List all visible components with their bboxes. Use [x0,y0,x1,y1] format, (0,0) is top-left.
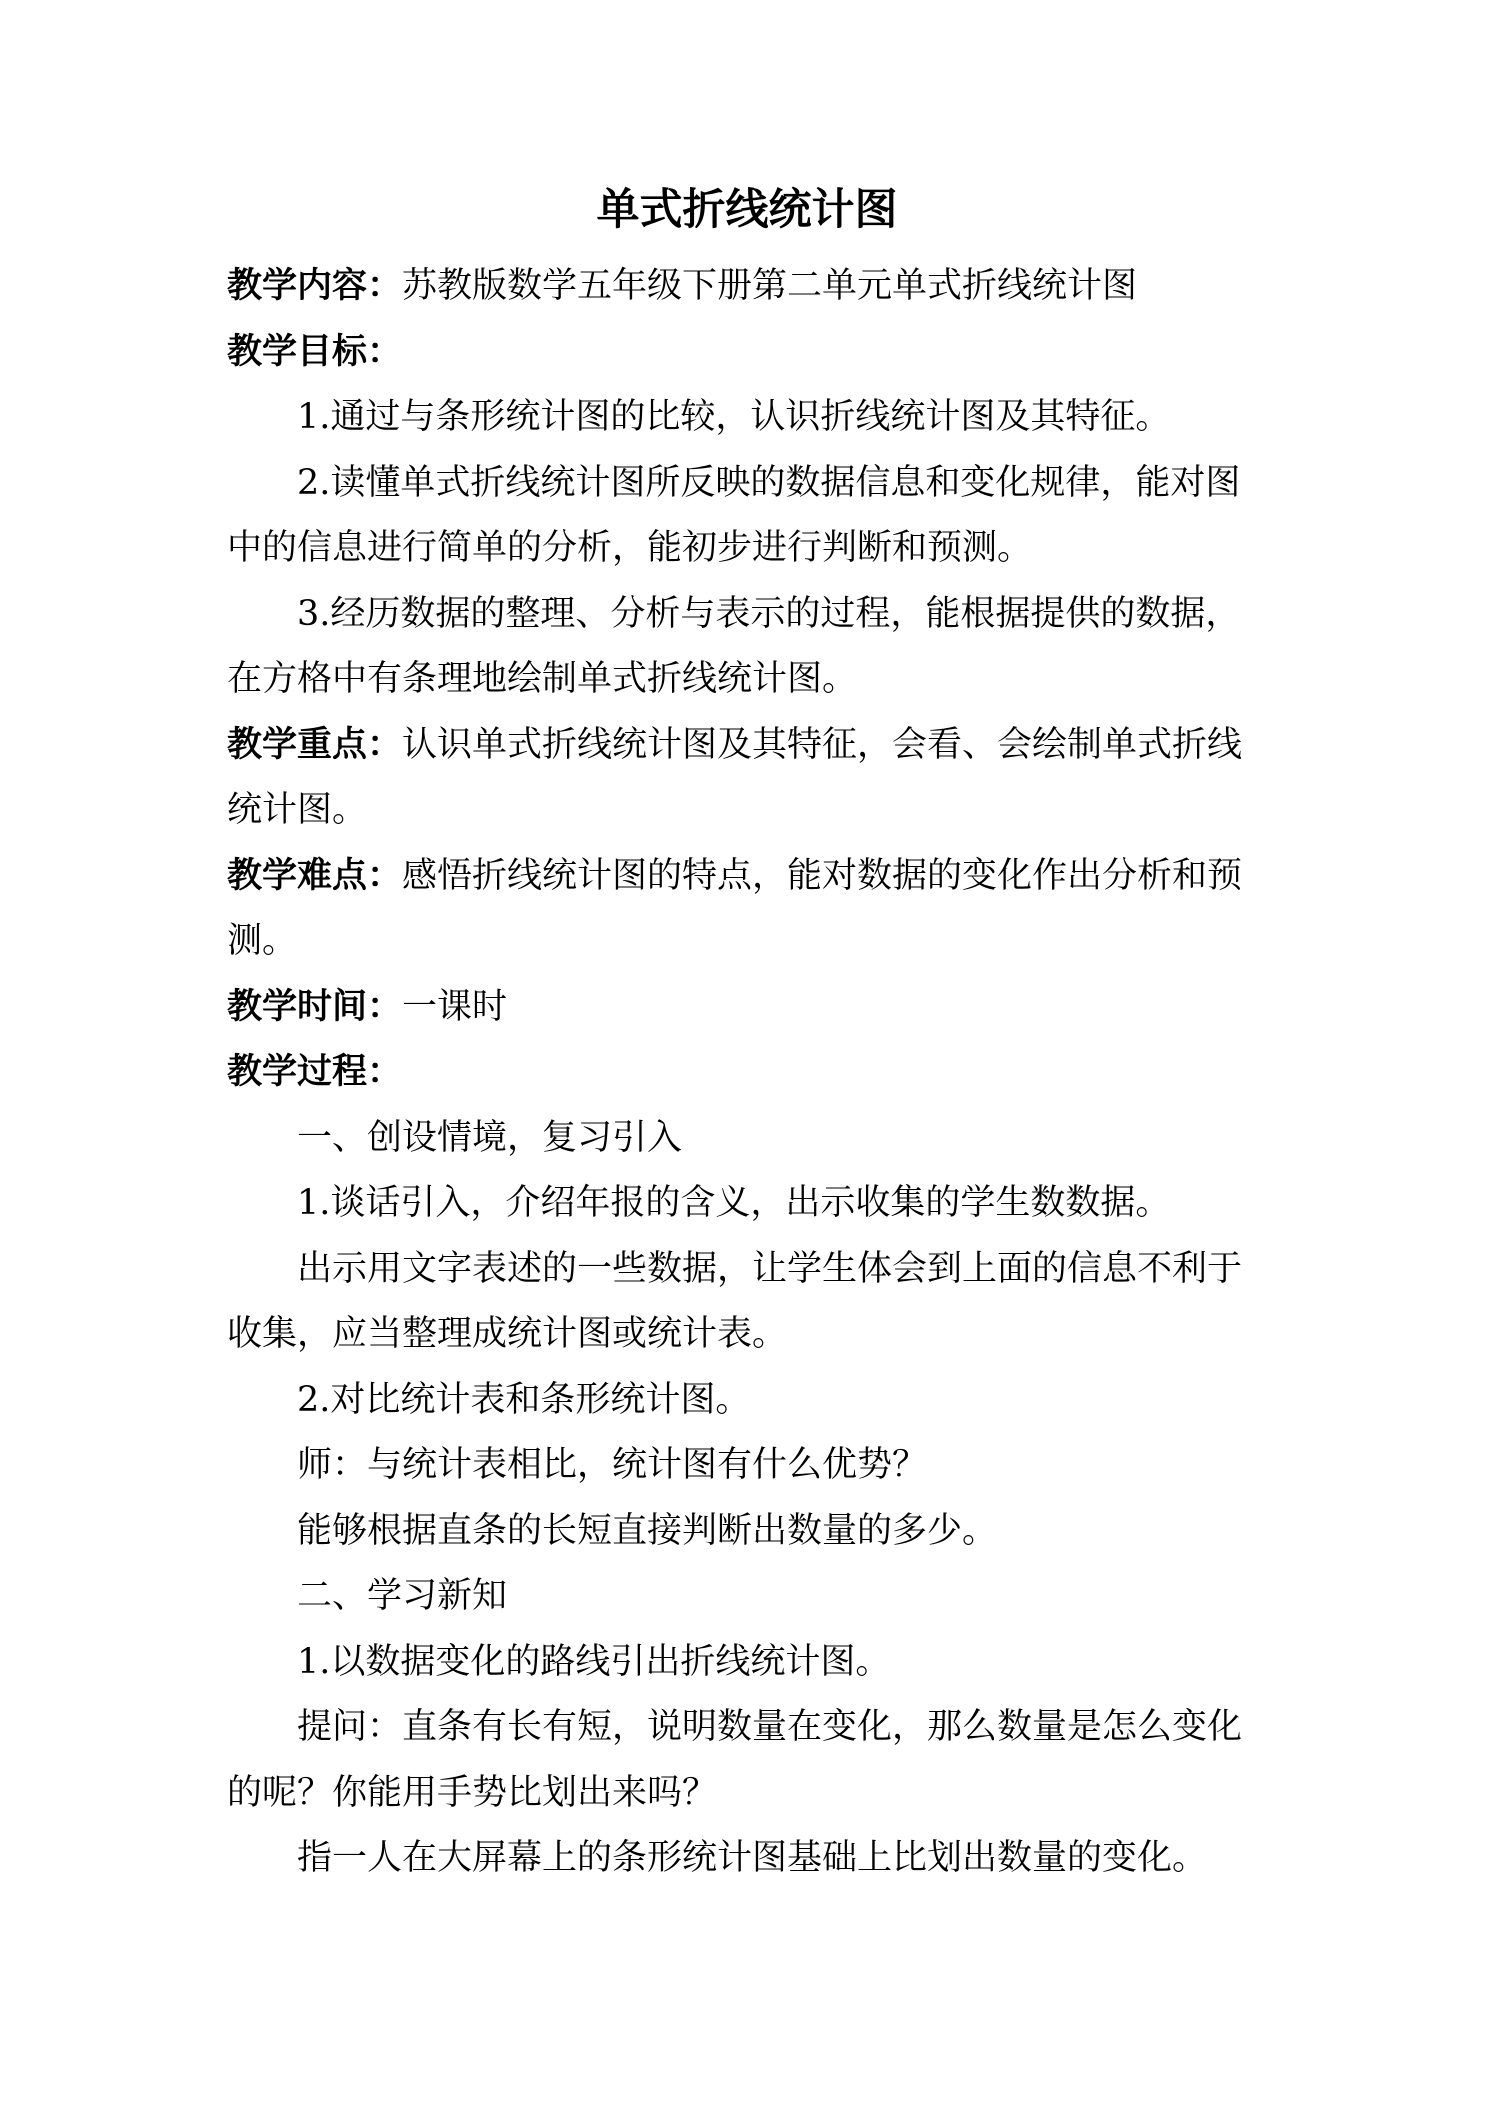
content-line [227,254,1267,320]
content-label: 教学内容： [227,266,403,306]
goal-3-line-2: 在方格中有条理地绘制单式折线统计图。 [227,659,858,699]
process-p3-line-1: 出示用文字表述的一些数据，让学生体会到上面的信息不利于 [297,1248,1243,1289]
process-p10: 指一人在大屏幕上的条形统计图基础上比划出数量的变化。 [297,1838,1208,1878]
goal-2-line-2: 中的信息进行简单的分析，能初步进行判断和预测。 [227,528,1033,568]
process-p2: 1.谈话引入，介绍年报的含义，出示收集的学生数数据。 [297,1183,1171,1223]
process-p9-line-2: 的呢？你能用手势比划出来吗？ [227,1772,718,1813]
process-p9-line-1: 提问：直条有长有短，说明数量在变化，那么数量是怎么变化 [297,1707,1243,1747]
process-line [227,1040,1267,1106]
document-page [227,170,1267,1892]
key-line-2: 统计图。 [227,790,368,830]
time-text: 一课时 [402,986,508,1027]
process-p6: 能够根据直条的长短直接判断出数量的多少。 [297,1510,998,1551]
difficulty-text: 感悟折线统计图的特点，能对数据的变化作出分析和预 [402,855,1243,896]
goals-label: 教学目标： [227,331,403,372]
difficulty-line-2: 测。 [227,921,298,961]
key-label: 教学重点： [227,724,403,765]
goal-1: 1.通过与条形统计图的比较，认识折线统计图及其特征。 [297,397,1171,437]
process-p8: 1.以数据变化的路线引出折线统计图。 [297,1641,891,1682]
process-p7: 二、学习新知 [297,1576,508,1616]
difficulty-label: 教学难点： [227,855,403,896]
difficulty-line-1 [227,844,1267,910]
goal-2-line-1: 2.读懂单式折线统计图所反映的数据信息和变化规律，能对图 [297,462,1241,503]
time-line [227,975,1267,1041]
process-p3-line-2: 收集，应当整理成统计图或统计表。 [227,1314,788,1354]
goals-line [227,320,1267,386]
process-p5: 师：与统计表相比，统计图有什么优势？ [297,1445,928,1485]
doc-title: 单式折线统计图 [596,185,898,235]
process-label: 教学过程： [227,1052,403,1092]
time-label: 教学时间： [227,986,403,1027]
key-line-1 [227,713,1267,779]
process-p1: 一、创设情境，复习引入 [297,1117,683,1158]
key-text: 认识单式折线统计图及其特征，会看、会绘制单式折线 [402,724,1243,765]
goal-3-line-1: 3.经历数据的整理、分析与表示的过程，能根据提供的数据， [297,593,1241,634]
process-p4: 2.对比统计表和条形统计图。 [297,1379,751,1420]
content-text: 苏教版数学五年级下册第二单元单式折线统计图 [402,266,1138,306]
